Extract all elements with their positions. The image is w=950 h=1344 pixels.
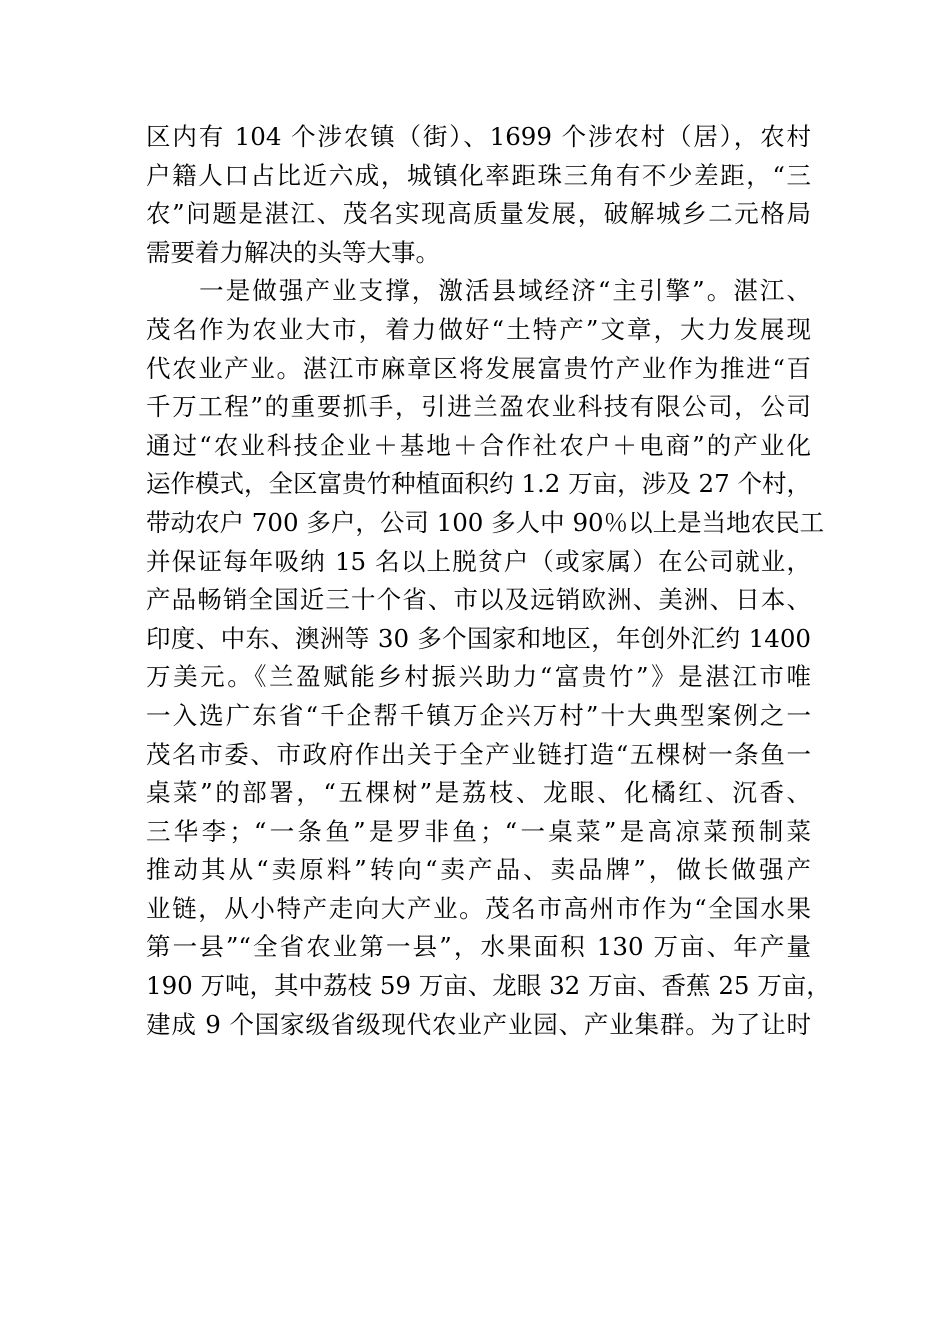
text-line-21: 业链，从小特产走向大产业。茂名市高州市作为“全国水果 (146, 893, 811, 923)
text-line-23: 190 万吨，其中荔枝 59 万亩、龙眼 32 万亩、香蕉 25 万亩， (146, 971, 831, 1001)
text-line-5: 一是做强产业支撑，激活县域经济“主引擎”。湛江、 (146, 276, 811, 306)
text-line-19: 三华李；“一条鱼”是罗非鱼；“一桌菜”是高凉菜预制菜 (146, 816, 811, 846)
text-line-17: 茂名市委、市政府作出关于全产业链打造“五棵树一条鱼一 (146, 739, 811, 769)
text-line-2: 户籍人口占比近六成，城镇化率距珠三角有不少差距，“三 (146, 160, 811, 190)
text-line-9: 通过“农业科技企业＋基地＋合作社农户＋电商”的产业化 (146, 430, 811, 460)
text-line-1: 区内有 104 个涉农镇（街）、1699 个涉农村（居），农村 (146, 122, 811, 151)
text-line-24: 建成 9 个国家级省级现代农业产业园、产业集群。为了让时 (146, 1009, 811, 1039)
text-line-20: 推动其从“卖原料”转向“卖产品、卖品牌”，做长做强产 (146, 855, 811, 885)
body-text (146, 118, 831, 1044)
text-line-22: 第一县”“全省农业第一县”，水果面积 130 万亩、年产量 (146, 932, 811, 962)
text-line-11: 带动农户 700 多户，公司 100 多人中 90％以上是当地农民工 (146, 507, 825, 537)
text-line-13: 产品畅销全国近三十个省、市以及远销欧洲、美洲、日本、 (146, 585, 811, 615)
text-line-14: 印度、中东、澳洲等 30 多个国家和地区，年创外汇约 1400 (146, 623, 811, 653)
text-line-16: 一入选广东省“千企帮千镇万企兴万村”十大典型案例之一 (146, 700, 811, 730)
text-line-7: 代农业产业。湛江市麻章区将发展富贵竹产业作为推进“百 (146, 353, 811, 383)
text-line-18: 桌菜”的部署，“五棵树”是荔枝、龙眼、化橘红、沉香、 (146, 778, 811, 808)
text-line-4: 需要着力解决的头等大事。 (146, 237, 440, 267)
text-line-15: 万美元。《兰盈赋能乡村振兴助力“富贵竹”》是湛江市唯 (146, 662, 811, 692)
text-line-6: 茂名作为农业大市，着力做好“土特产”文章，大力发展现 (146, 314, 811, 344)
text-line-10: 运作模式，全区富贵竹种植面积约 1.2 万亩，涉及 27 个村， (146, 469, 811, 499)
text-line-3: 农”问题是湛江、茂名实现高质量发展，破解城乡二元格局 (146, 199, 811, 229)
text-line-8: 千万工程”的重要抓手，引进兰盈农业科技有限公司，公司 (146, 392, 811, 422)
text-line-12: 并保证每年吸纳 15 名以上脱贫户（或家属）在公司就业， (146, 546, 811, 576)
